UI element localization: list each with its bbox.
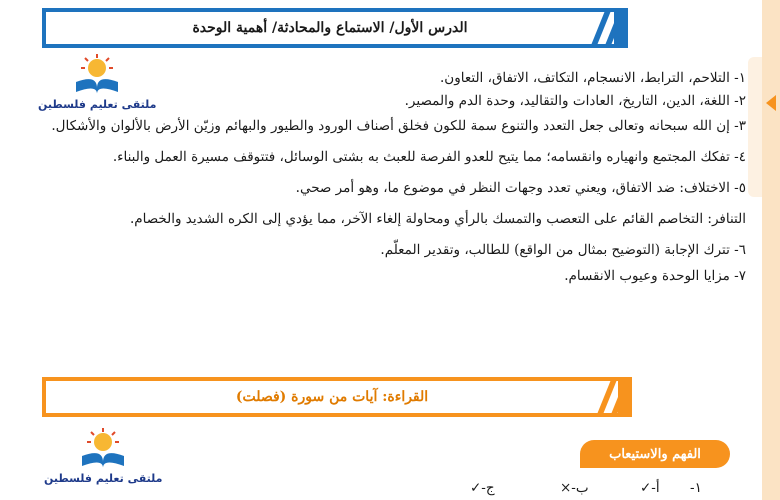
answer-a: أ-✓ <box>640 480 660 496</box>
paragraph-7: ٦- تترك الإجابة (التوضيح بمثال من الواقع) للطالب، وتقدير المعلّم. <box>380 241 746 258</box>
lesson-title: الدرس الأول/ الاستماع والمحادثة/ أهمية الوحدة <box>192 20 468 36</box>
lesson-title-banner <box>42 8 628 48</box>
answers-content <box>34 60 746 287</box>
side-strip <box>762 0 780 500</box>
logo-text: ملتقى تعليم فلسطين <box>44 472 163 485</box>
side-tab <box>748 57 762 197</box>
comprehension-label <box>580 440 730 468</box>
comprehension-text: الفهم والاستيعاب <box>609 446 701 462</box>
paragraph-6: التنافر: التخاصم القائم على التعصب والتمسك بالرأي ومحاولة إلغاء الآخر، مما يؤدي إلى الكره الشديد والخصام. <box>129 210 746 227</box>
answer-number: ١- <box>690 480 702 496</box>
answer-b: ب-× <box>560 480 589 496</box>
book-logo-icon <box>78 426 128 470</box>
reading-title-banner <box>42 377 632 417</box>
paragraph-3: ٣- إن الله سبحانه وتعالى جعل التعدد والتنوع سمة للكون فخلق أصناف الورود والطيور والبهائم وزيّن الأرض بالألوان والأشكال. <box>51 117 746 134</box>
logo-bottom <box>44 426 162 485</box>
paragraph-1: ١- التلاحم، الترابط، الانسجام، التكاتف، الاتفاق، التعاون. <box>440 70 746 86</box>
paragraph-5: ٥- الاختلاف: ضد الاتفاق، ويعني تعدد وجهات النظر في موضوع ما، وهو أمر صحي. <box>295 179 746 196</box>
logo-text: ملتقى تعليم فلسطين <box>38 98 157 111</box>
paragraph-2: ٢- اللغة، الدين، التاريخ، العادات والتقاليد، وحدة الدم والمصير. <box>404 92 746 109</box>
side-arrow-icon <box>766 95 776 111</box>
answer-c: ج-✓ <box>470 480 495 496</box>
reading-title: القراءة: آيات من سورة (فصلت) <box>235 389 429 405</box>
paragraph-8: ٧- مزايا الوحدة وعيوب الانقسام. <box>564 268 746 285</box>
paragraph-4: ٤- تفكك المجتمع وانهياره وانقسامه؛ مما يتيح للعدو الفرصة للعبث به بشتى الوسائل، فتتوقف مسيرة العمل والبناء. <box>112 148 746 165</box>
